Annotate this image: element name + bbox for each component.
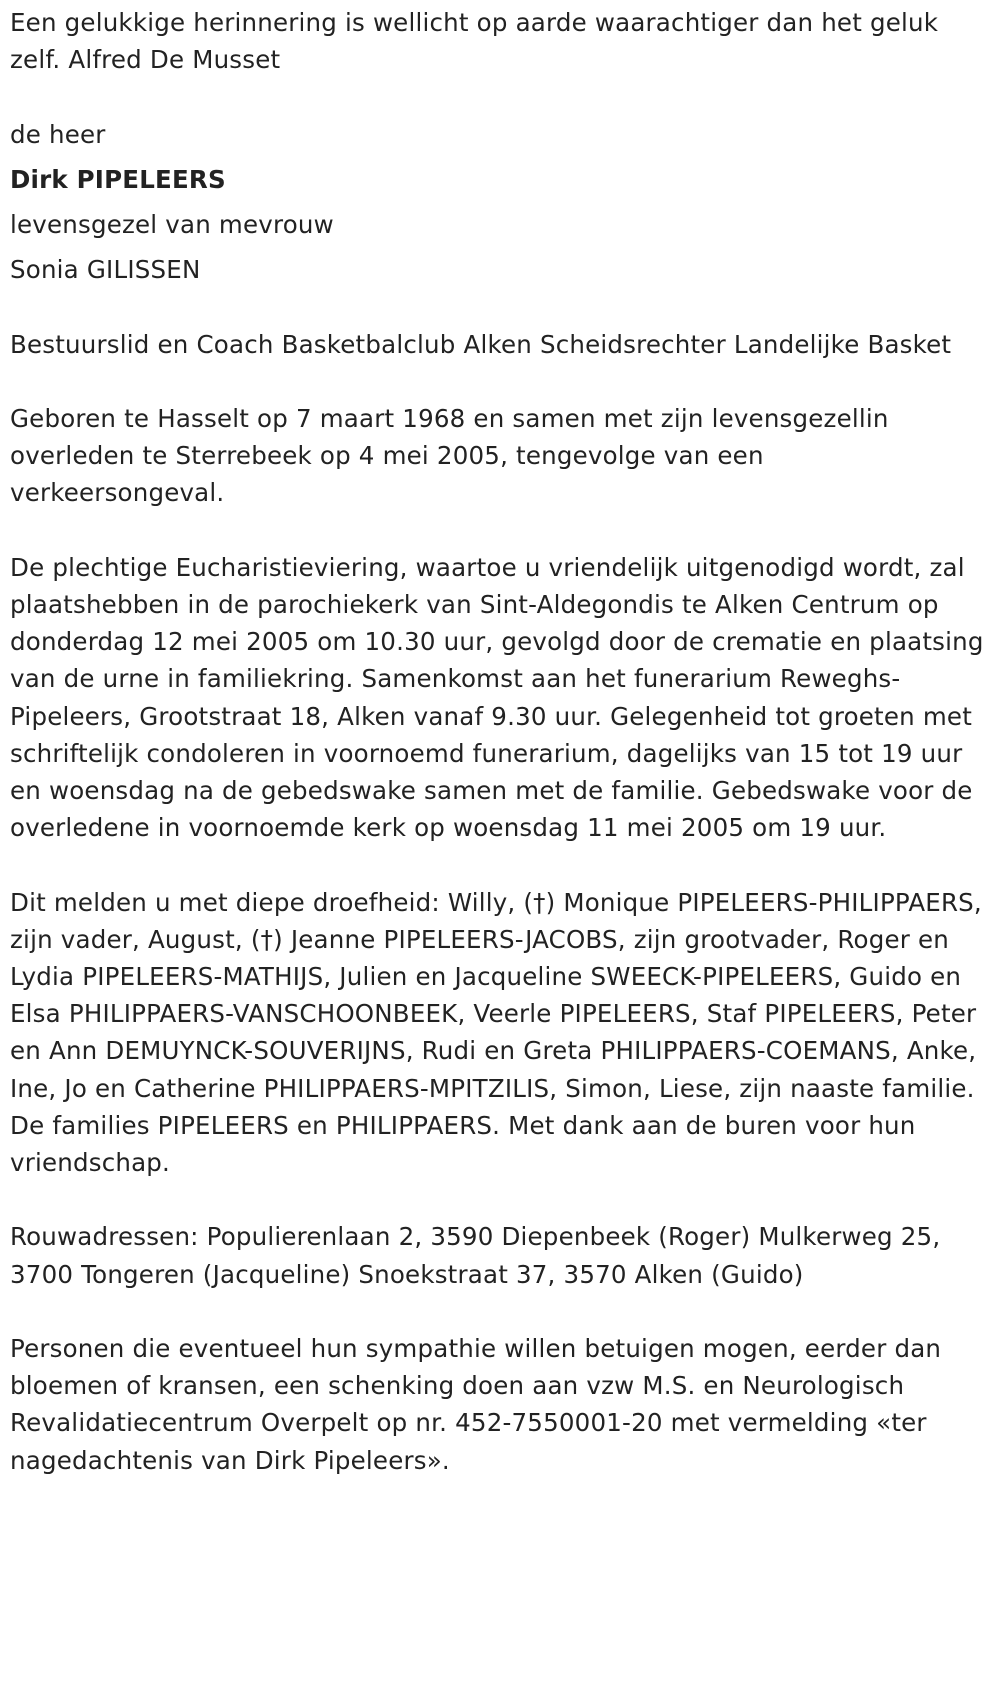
salutation: de heer: [10, 119, 106, 149]
spacer: [10, 288, 985, 325]
obituary-text: [10, 4, 985, 1479]
ceremony-paragraph: De plechtige Eucharistieviering, waartoe u vriendelijk uitgenodigd wordt, zal plaatshebben in de parochiekerk van Sint-Aldegondis te Alken Centrum op donderdag 12 mei 2005 om 10.30 uur, gevolgd door de crematie en plaatsing van de urne in familiekring. Samenkomst aan het funerarium Reweghs-Pipeleers, Grootstraat 18, Alken vanaf 9.30 uur. Gelegenheid tot groeten met schriftelijk condoleren in voornoemd funerarium, dagelijks van 15 tot 19 uur en woensdag na de gebedswake samen met de familie. Gebedswake voor de overledene in voornoemde kerk op woensdag 11 mei 2005 om 19 uur.: [10, 552, 984, 843]
spacer: [10, 512, 985, 549]
relation-text: levensgezel van mevrouw: [10, 210, 334, 239]
addresses-paragraph: Rouwadressen: Populierenlaan 2, 3590 Diepenbeek (Roger) Mulkerweg 25, 3700 Tongeren (Jacqueline) Snoekstraat 37, 3570 Alken (Guido): [10, 1222, 941, 1289]
spacer: [10, 243, 985, 251]
spacer: [10, 153, 985, 161]
spacer: [10, 846, 985, 883]
deceased-name: Dirk PIPELEERS: [10, 164, 226, 194]
spacer: [10, 363, 985, 400]
spacer: [10, 78, 985, 115]
opening-quote: Een gelukkige herinnering is wellicht op aarde waarachtiger dan het geluk zelf. Alfred De Musset: [10, 8, 939, 75]
spacer: [10, 1181, 985, 1218]
roles-paragraph: Bestuurslid en Coach Basketbalclub Alken Scheidsrechter Landelijke Basket: [10, 329, 952, 359]
birth-death-paragraph: Geboren te Hasselt op 7 maart 1968 en samen met zijn levensgezellin overleden te Sterrebeek op 4 mei 2005, tengevolge van een verkeersongeval.: [10, 403, 889, 508]
spacer: [10, 198, 985, 206]
donation-paragraph: Personen die eventueel hun sympathie willen betuigen mogen, eerder dan bloemen of kransen, een schenking doen aan vzw M.S. en Neurologisch Revalidatiecentrum Overpelt op nr. 452-7550001-20 met vermelding «ter nagedachtenis van Dirk Pipeleers».: [10, 1334, 942, 1475]
spacer: [10, 1293, 985, 1330]
family-paragraph: Dit melden u met diepe droefheid: Willy, (†) Monique PIPELEERS-PHILIPPAERS, zijn vader, August, (†) Jeanne PIPELEERS-JACOBS, zijn grootvader, Roger en Lydia PIPELEERS-MATHIJS, Julien en Jacqueline SWEECK-PIPELEERS, Guido en Elsa PHILIPPAERS-VANSCHOONBEEK, Veerle PIPELEERS, Staf PIPELEERS, Peter en Ann DEMUYNCK-SOUVERIJNS, Rudi en Greta PHILIPPAERS-COEMANS, Anke, Ine, Jo en Catherine PHILIPPAERS-MPITZILIS, Simon, Liese, zijn naaste familie. De families PIPELEERS en PHILIPPAERS. Met dank aan de buren voor hun vriendschap.: [10, 887, 982, 1178]
partner-name: Sonia GILISSEN: [10, 255, 201, 285]
